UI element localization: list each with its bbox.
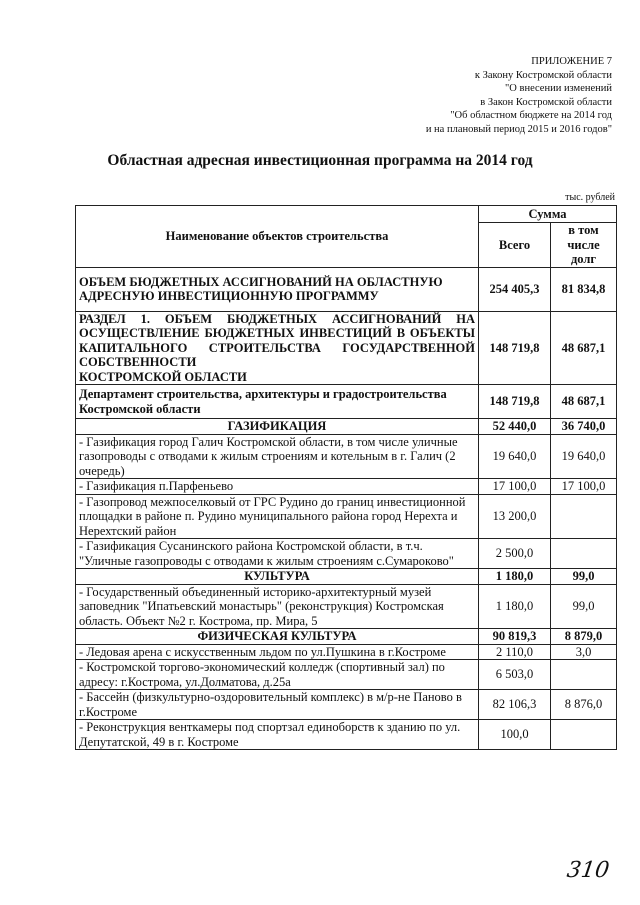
table-header-row [76, 206, 617, 223]
table-row [76, 584, 617, 629]
item-total: 82 106,3 [479, 690, 551, 720]
investment-table [75, 205, 617, 750]
item-name: - Ледовая арена с искусственным льдом по ул.Пушкина в г.Костроме [76, 644, 479, 660]
item-name: - Государственный объединенный историко-архитектурный музей заповедник "Ипатьевский монастырь" (реконструкция) Костромская область. Объект №2 г. Кострома, пр. Мира, 5 [76, 584, 479, 629]
category-culture-debt: 99,0 [551, 569, 617, 585]
item-total: 19 640,0 [479, 434, 551, 479]
appendix-line: ПРИЛОЖЕНИЕ 7 [531, 56, 612, 67]
item-total: 100,0 [479, 720, 551, 750]
dept-row-name: Департамент строительства, архитектуры и градостроительства Костромской области [76, 385, 479, 419]
table-row [76, 644, 617, 660]
item-debt [551, 494, 617, 539]
section-name-last: КОСТРОМСКОЙ ОБЛАСТИ [79, 369, 247, 384]
item-debt: 19 640,0 [551, 434, 617, 479]
item-total: 13 200,0 [479, 494, 551, 539]
section-row [76, 311, 617, 385]
section-row-total: 148 719,8 [479, 311, 551, 385]
item-debt: 17 100,0 [551, 479, 617, 495]
item-name: - Газификация город Галич Костромской области, в том числе уличные газопроводы с отводами к жилым строениям и котельным в г. Галич (2 очередь) [76, 434, 479, 479]
table-row [76, 434, 617, 479]
item-debt: 99,0 [551, 584, 617, 629]
item-name: - Костромской торгово-экономический колледж (спортивный зал) по адресу: г.Кострома, ул.Долматова, д.25а [76, 660, 479, 690]
table-row [76, 479, 617, 495]
category-row-culture [76, 569, 617, 585]
appendix-line: "Об областном бюджете на 2014 год [450, 110, 612, 122]
item-total: 2 500,0 [479, 539, 551, 569]
table-row [76, 494, 617, 539]
table-row [76, 660, 617, 690]
item-name: - Газопровод межпоселковый от ГРС Рудино до границ инвестиционной площадки в районе п. Рудино муниципального района город Нерехта и Нерехтский район [76, 494, 479, 539]
item-name: - Реконструкция венткамеры под спортзал единоборств к зданию по ул. Депутатской, 49 в г. Костроме [76, 720, 479, 750]
total-row-debt: 81 834,8 [551, 267, 617, 311]
category-gas-name: ГАЗИФИКАЦИЯ [76, 419, 479, 435]
category-culture-total: 1 180,0 [479, 569, 551, 585]
page-number: 310 [565, 858, 611, 883]
table-row [76, 539, 617, 569]
section-row-debt: 48 687,1 [551, 311, 617, 385]
category-gas-debt: 36 740,0 [551, 419, 617, 435]
total-row [76, 267, 617, 311]
appendix-line: в Закон Костромской области [480, 96, 612, 108]
category-row-sport [76, 629, 617, 645]
item-debt [551, 720, 617, 750]
category-culture-name: КУЛЬТУРА [76, 569, 479, 585]
category-sport-debt: 8 879,0 [551, 629, 617, 645]
header-sum: Сумма [479, 206, 617, 223]
appendix-header [352, 55, 612, 137]
item-total: 17 100,0 [479, 479, 551, 495]
item-debt: 8 876,0 [551, 690, 617, 720]
document-title: Областная адресная инвестиционная программа на 2014 год [107, 152, 533, 169]
appendix-line: и на плановый период 2015 и 2016 годов" [425, 123, 612, 135]
units-label: тыс. рублей [565, 192, 615, 203]
item-name: - Газификация п.Парфеньево [76, 479, 479, 495]
appendix-line: к Закону Костромской области [474, 69, 612, 81]
total-row-total: 254 405,3 [479, 267, 551, 311]
item-total: 1 180,0 [479, 584, 551, 629]
header-name: Наименование объектов строительства [76, 206, 479, 268]
category-sport-name: ФИЗИЧЕСКАЯ КУЛЬТУРА [76, 629, 479, 645]
category-sport-total: 90 819,3 [479, 629, 551, 645]
table-row [76, 690, 617, 720]
section-row-name [76, 311, 479, 385]
item-debt: 3,0 [551, 644, 617, 660]
item-total: 6 503,0 [479, 660, 551, 690]
table-row [76, 720, 617, 750]
dept-row-debt: 48 687,1 [551, 385, 617, 419]
item-name: - Бассейн (физкультурно-оздоровительный комплекс) в м/р-не Паново в г.Костроме [76, 690, 479, 720]
header-debt: в том числе долг [551, 223, 617, 268]
section-name-part: РАЗДЕЛ 1. ОБЪЕМ БЮДЖЕТНЫХ АССИГНОВАНИЙ НА ОСУЩЕСТВЛЕНИЕ БЮДЖЕТНЫХ ИНВЕСТИЦИЙ В ОБЪЕКТЫ КАПИТАЛЬНОГО СТРОИТЕЛЬСТВА ГОСУДАРСТВЕННОЙ СОБСТВЕННОСТИ [79, 311, 475, 369]
dept-row [76, 385, 617, 419]
item-name: - Газификация Сусанинского района Костромской области, в т.ч. "Уличные газопроводы с отводами к жилым строениям с.Сумароково" [76, 539, 479, 569]
item-debt [551, 660, 617, 690]
appendix-line: "О внесении изменений [505, 83, 612, 95]
dept-row-total: 148 719,8 [479, 385, 551, 419]
item-total: 2 110,0 [479, 644, 551, 660]
total-row-name: ОБЪЕМ БЮДЖЕТНЫХ АССИГНОВАНИЙ НА ОБЛАСТНУЮ АДРЕСНУЮ ИНВЕСТИЦИОННУЮ ПРОГРАММУ [76, 267, 479, 311]
category-gas-total: 52 440,0 [479, 419, 551, 435]
category-row-gas [76, 419, 617, 435]
header-total: Всего [479, 223, 551, 268]
item-debt [551, 539, 617, 569]
